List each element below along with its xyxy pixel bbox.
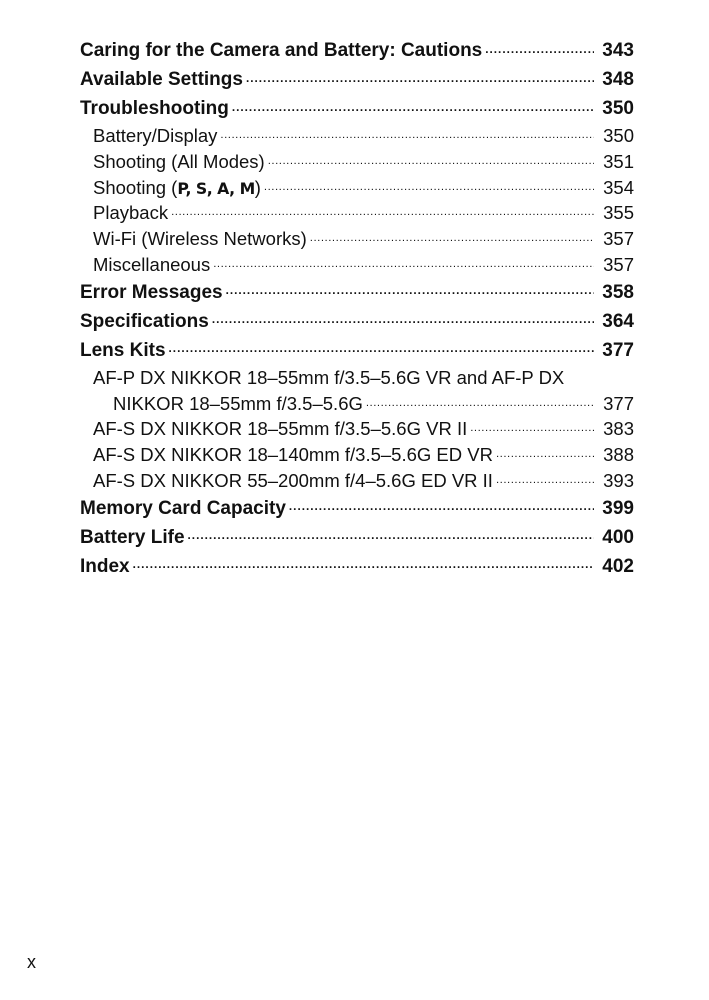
toc-entry-available-settings[interactable] (80, 65, 634, 94)
toc-entry-af-s-55-200[interactable] (80, 468, 634, 494)
dot-leader (496, 443, 594, 462)
title-suffix: ) (254, 176, 261, 198)
toc-entry-page: 350 (602, 98, 634, 119)
toc-entry-title: Available Settings (80, 69, 243, 90)
toc-entry-title-line2: NIKKOR 18–55mm f/3.5–5.6G (113, 392, 363, 414)
toc-entry-page: 377 (602, 339, 634, 361)
toc-entry-title: Index (80, 555, 130, 577)
dot-leader (268, 149, 594, 168)
dot-leader (289, 495, 594, 514)
toc-entry-playback[interactable] (80, 200, 634, 226)
table-of-contents (80, 36, 634, 581)
toc-entry-title: Wi-Fi (Wireless Networks) (93, 228, 307, 250)
dot-leader (213, 252, 594, 271)
dot-leader (246, 66, 594, 85)
toc-entry-af-s-18-140[interactable] (80, 442, 634, 468)
toc-entry-title: Memory Card Capacity (80, 497, 286, 519)
dot-leader (496, 468, 594, 487)
toc-entry-shooting-all-modes[interactable] (80, 149, 634, 175)
toc-entry-page: 388 (603, 444, 634, 466)
toc-entry-title: Troubleshooting (80, 98, 229, 119)
toc-entry-title (93, 175, 261, 201)
dot-leader (264, 175, 594, 194)
toc-entry-caring-for-camera[interactable] (80, 36, 634, 65)
toc-entry-title: Playback (93, 202, 169, 224)
toc-entry-title: Battery Life (80, 526, 185, 548)
toc-entry-title: Caring for the Camera and Battery: Cautions (80, 40, 483, 61)
toc-entry-page: 358 (602, 281, 634, 303)
title-prefix: Shooting ( (93, 176, 178, 198)
toc-entry-title: Battery/Display (93, 125, 218, 146)
toc-entry-page: 355 (603, 202, 634, 224)
dot-leader (220, 124, 594, 143)
dot-leader (226, 279, 594, 298)
toc-entry-page: 348 (602, 69, 634, 90)
toc-entry-battery-display[interactable] (80, 123, 634, 149)
dot-leader (232, 95, 594, 114)
toc-entry-memory-card-capacity[interactable] (80, 494, 634, 523)
dot-leader (366, 391, 594, 410)
exposure-mode-letters: P, S, A, M (177, 178, 255, 198)
toc-entry-page: 357 (603, 228, 634, 250)
toc-entry-title: AF-S DX NIKKOR 18–140mm f/3.5–5.6G ED VR (93, 444, 493, 466)
toc-entry-title: AF-S DX NIKKOR 18–55mm f/3.5–5.6G VR II (93, 418, 468, 440)
toc-entry-page: 377 (603, 392, 634, 414)
page-number-folio: x (27, 952, 36, 972)
toc-entry-page: 364 (602, 310, 634, 332)
toc-entry-title: Lens Kits (80, 339, 166, 361)
toc-entry-title: Shooting (All Modes) (93, 150, 265, 172)
toc-entry-page: 351 (603, 150, 634, 172)
toc-entry-af-s-18-55[interactable] (80, 416, 634, 442)
toc-entry-specifications[interactable] (80, 307, 634, 336)
toc-entry-shooting-psam[interactable] (80, 175, 634, 201)
toc-entry-page: 357 (603, 253, 634, 275)
toc-entry-page: 402 (602, 555, 634, 577)
toc-entry-lens-kits[interactable] (80, 336, 634, 365)
toc-entry-miscellaneous[interactable] (80, 252, 634, 278)
toc-entry-page: 399 (602, 497, 634, 519)
dot-leader (485, 37, 594, 56)
toc-entry-af-p-18-55[interactable] (80, 365, 634, 417)
toc-entry-page: 393 (603, 469, 634, 491)
toc-entry-page: 383 (603, 418, 634, 440)
toc-entry-wifi[interactable] (80, 226, 634, 252)
toc-entry-page: 350 (603, 125, 634, 146)
toc-entry-title: Error Messages (80, 281, 223, 303)
toc-entry-page: 343 (602, 40, 634, 61)
toc-entry-title-line1: AF-P DX NIKKOR 18–55mm f/3.5–5.6G VR and AF-P DX (93, 366, 565, 388)
dot-leader (310, 227, 594, 246)
dot-leader (169, 337, 594, 356)
dot-leader (212, 308, 594, 327)
toc-entry-title: AF-S DX NIKKOR 55–200mm f/4–5.6G ED VR II (93, 469, 493, 491)
toc-entry-battery-life[interactable] (80, 523, 634, 552)
toc-entry-page: 354 (603, 176, 634, 198)
dot-leader (171, 201, 594, 220)
toc-entry-title: Miscellaneous (93, 253, 211, 275)
toc-entry-title: Specifications (80, 310, 209, 332)
toc-entry-error-messages[interactable] (80, 278, 634, 307)
dot-leader (133, 553, 594, 572)
toc-entry-troubleshooting[interactable] (80, 94, 634, 123)
toc-entry-page: 400 (602, 526, 634, 548)
dot-leader (188, 524, 594, 543)
dot-leader (470, 417, 594, 436)
toc-entry-index[interactable] (80, 552, 634, 581)
